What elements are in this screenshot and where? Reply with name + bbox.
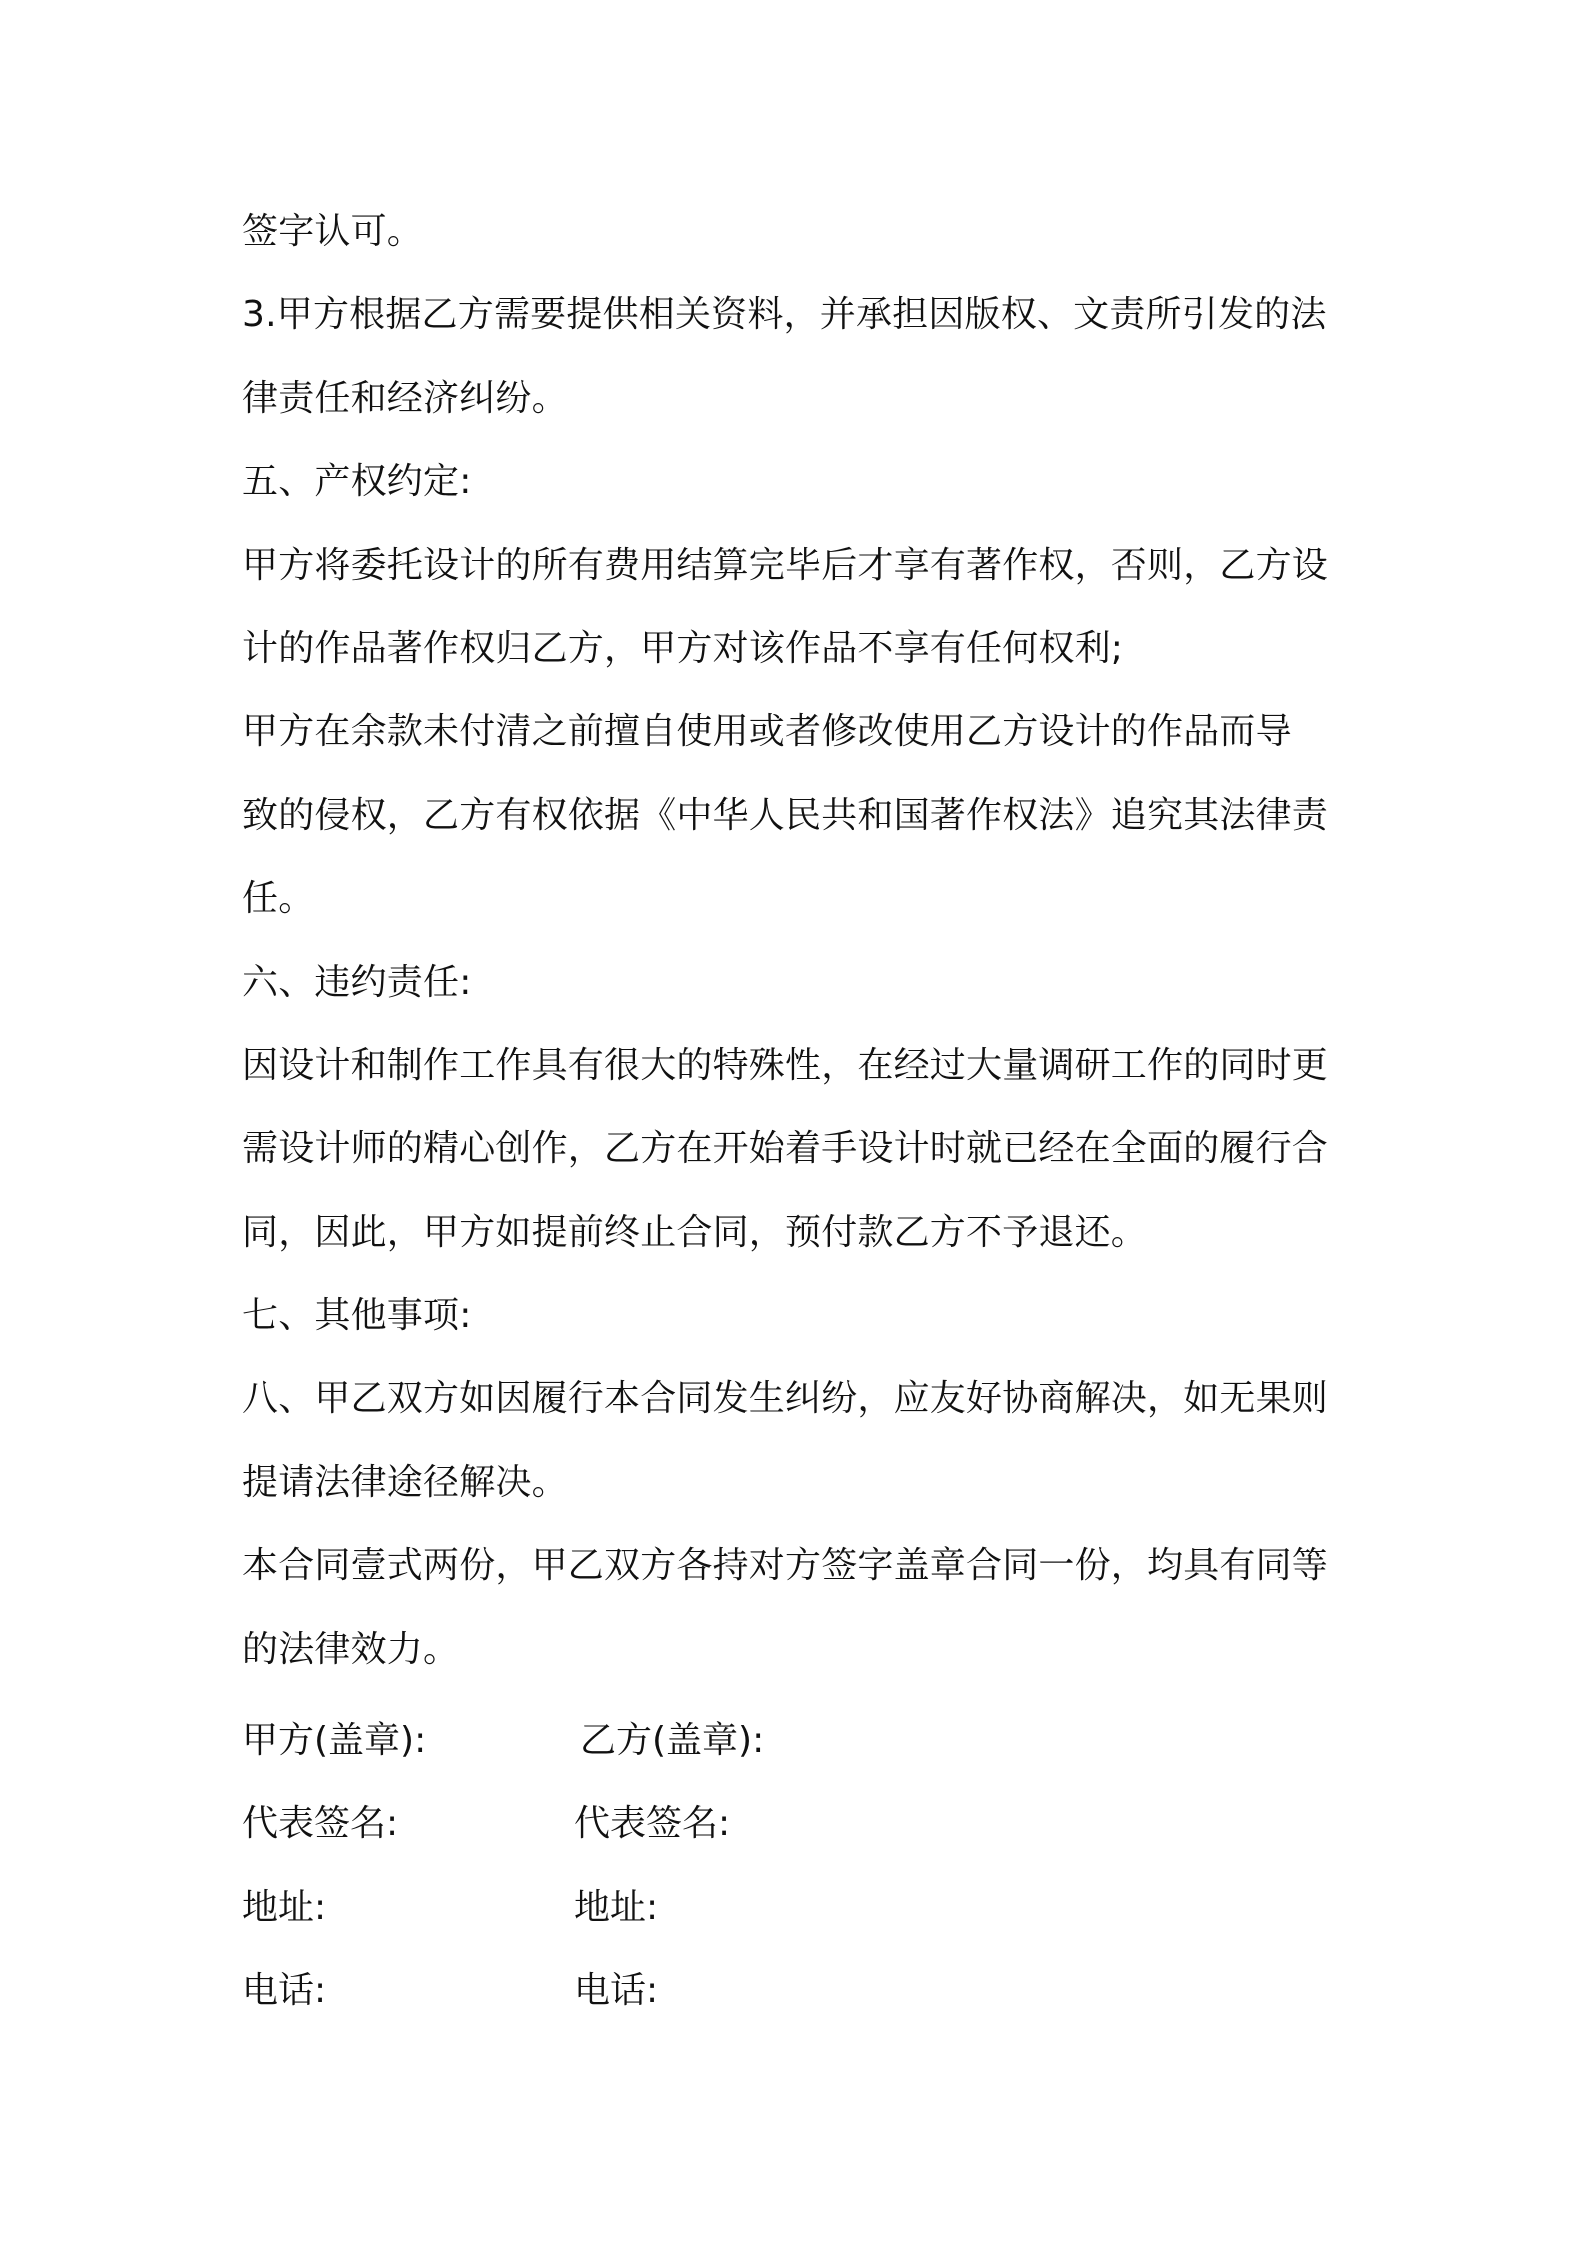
text-line: 签字认可。 [242, 211, 424, 252]
text-line: 任。 [242, 878, 315, 920]
party-b-representative-label: 代表签名: [574, 1803, 731, 1845]
text-line: 计的作品著作权归乙方，甲方对该作品不享有任何权利; [242, 627, 1124, 669]
text-line: 需设计师的精心创作，乙方在开始着手设计时就已经在全面的履行合 [242, 1128, 1329, 1170]
text-line: 甲方将委托设计的所有费用结算完毕后才享有著作权，否则，乙方设 [242, 544, 1329, 586]
signature-row-address [242, 1866, 1362, 1949]
signature-row-seal [242, 1699, 1362, 1782]
section-heading: 七、其他事项: [242, 1295, 472, 1337]
text-line: 因设计和制作工作具有很大的特殊性，在经过大量调研工作的同时更 [242, 1044, 1329, 1086]
signature-block [242, 1699, 1362, 2033]
party-a-representative-label: 代表签名: [242, 1803, 399, 1845]
text-line: 律责任和经济纠纷。 [242, 377, 568, 419]
section-heading: 六、违约责任: [242, 961, 472, 1003]
text-line: 本合同壹式两份，甲乙双方各持对方签字盖章合同一份，均具有同等 [242, 1545, 1329, 1587]
party-a-address-label: 地址: [242, 1886, 327, 1928]
text-line: 的法律效力。 [242, 1628, 460, 1670]
text-line: 3.甲方根据乙方需要提供相关资料，并承担因版权、文责所引发的法 [242, 294, 1327, 336]
text-line: 八、甲乙双方如因履行本合同发生纠纷，应友好协商解决，如无果则 [242, 1378, 1329, 1420]
party-a-seal-label: 甲方(盖章): [242, 1720, 427, 1761]
party-b-phone-label: 电话: [574, 1970, 659, 2012]
party-b-address-label: 地址: [574, 1886, 659, 1928]
party-b-seal-label: 乙方(盖章): [580, 1720, 765, 1761]
party-a-phone-label: 电话: [242, 1970, 327, 2012]
text-line: 提请法律途径解决。 [242, 1461, 568, 1503]
contract-body [242, 190, 1362, 1691]
text-line: 甲方在余款未付清之前擅自使用或者修改使用乙方设计的作品而导 [242, 711, 1292, 753]
section-heading: 五、产权约定: [242, 461, 472, 503]
signature-row-phone [242, 1949, 1362, 2032]
signature-row-representative [242, 1782, 1362, 1865]
text-line: 同，因此，甲方如提前终止合同，预付款乙方不予退还。 [242, 1211, 1148, 1253]
text-line: 致的侵权，乙方有权依据《中华人民共和国著作权法》追究其法律责 [242, 794, 1329, 836]
